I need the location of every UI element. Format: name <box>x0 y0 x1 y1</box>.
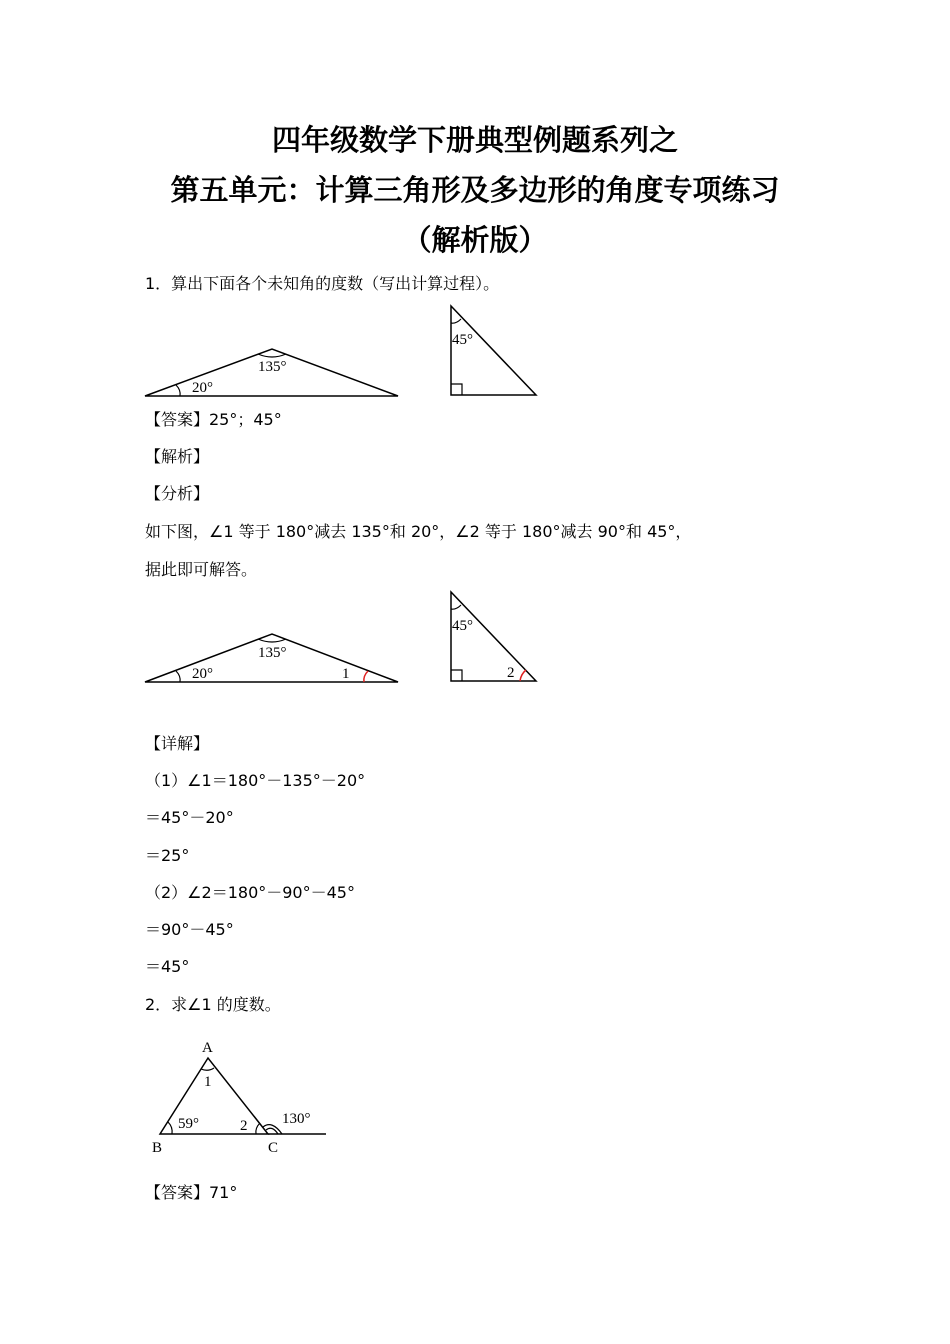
q1-step-1: （1）∠1＝180°－135°－20° <box>145 771 366 790</box>
q1-stem: 1．算出下面各个未知角的度数（写出计算过程）。 <box>145 274 500 293</box>
q2-answer: 【答案】71° <box>145 1183 238 1202</box>
vertex-c-label: C <box>268 1140 279 1156</box>
obtuse-apex-label: 135° <box>258 359 287 375</box>
q1-step-3: ＝25° <box>145 846 190 865</box>
q1-analysis-line-2: 据此即可解答。 <box>145 560 258 579</box>
right-triangle-top-label: 45° <box>452 332 473 348</box>
angle-2-label: 2 <box>507 665 515 681</box>
obtuse-left-label-2: 20° <box>192 666 213 682</box>
angle-c-arc <box>256 1123 260 1134</box>
exterior-angle-value: 130° <box>282 1111 311 1127</box>
angle-b-value: 59° <box>178 1116 199 1132</box>
q2-stem: 2．求∠1 的度数。 <box>145 995 281 1014</box>
angle-1-label: 1 <box>204 1074 212 1090</box>
q1-answer: 【答案】25°；45° <box>145 410 282 429</box>
q1-step-4: （2）∠2＝180°－90°－45° <box>145 883 355 902</box>
angle-2-label: 2 <box>240 1118 248 1134</box>
angle-a-arc <box>201 1068 214 1070</box>
title-line-2: 第五单元：计算三角形及多边形的角度专项练习 <box>170 173 780 207</box>
angle-1-label: 1 <box>342 666 350 682</box>
angle-b-arc <box>168 1122 172 1134</box>
obtuse-apex-label-2: 135° <box>258 645 287 661</box>
q1-jiexi-heading: 【解析】 <box>145 447 210 466</box>
right-triangle-top-label-2: 45° <box>452 618 473 634</box>
q1-analysis-line-1: 如下图，∠1 等于 180°减去 135°和 20°，∠2 等于 180°减去 90°和 45°， <box>145 522 692 541</box>
q1-fenxi-heading: 【分析】 <box>145 484 210 503</box>
q1-step-6: ＝45° <box>145 957 190 976</box>
obtuse-left-label: 20° <box>192 380 213 396</box>
q1-step-5: ＝90°－45° <box>145 920 234 939</box>
vertex-b-label: B <box>152 1140 163 1156</box>
triangle-abc-shape <box>160 1058 268 1134</box>
vertex-a-label: A <box>202 1040 213 1056</box>
title-line-1: 四年级数学下册典型例题系列之 <box>271 123 678 157</box>
q1-step-2: ＝45°－20° <box>145 808 234 827</box>
q1-xiangjie-heading: 【详解】 <box>145 734 210 753</box>
title-line-3: （解析版） <box>402 223 548 257</box>
